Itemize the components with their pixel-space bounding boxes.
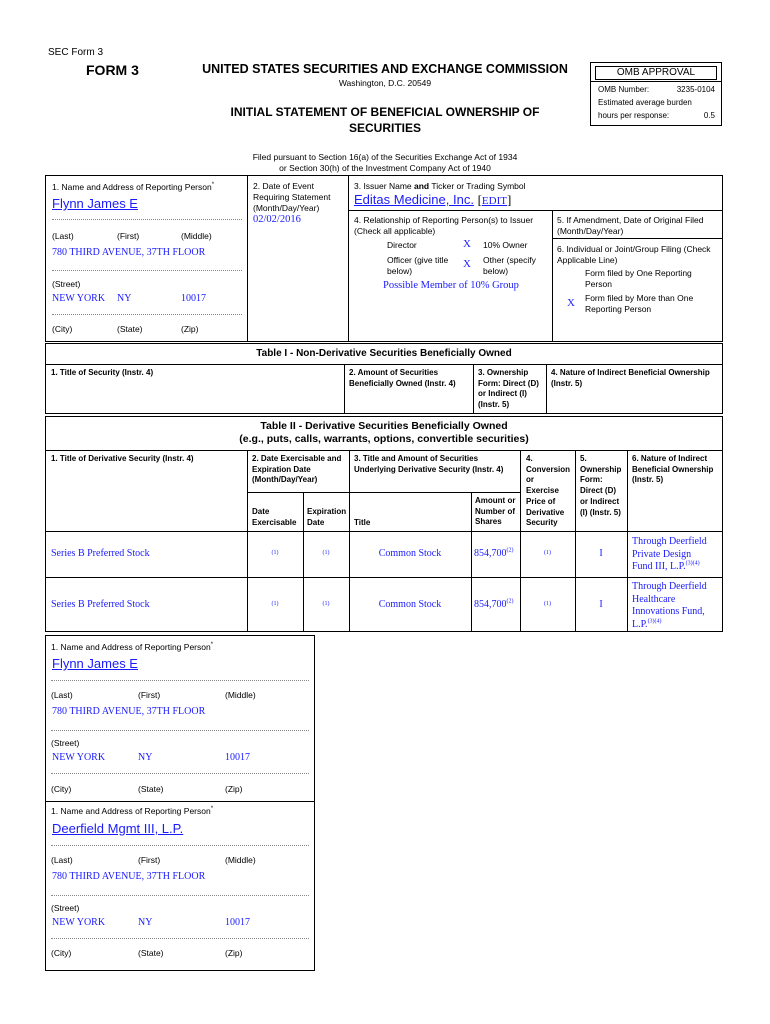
omb-number-label: OMB Number: bbox=[598, 85, 650, 94]
table2-col4-line: Exercise bbox=[526, 486, 559, 496]
rp1-street-label: (Street) bbox=[51, 738, 80, 748]
row1-security: Series B Preferred Stock bbox=[51, 548, 150, 559]
table1-col3-line3: or Indirect (I) bbox=[478, 389, 527, 398]
row2-nature-line1: Through Deerfield bbox=[632, 581, 707, 592]
rp2-first-label: (First) bbox=[138, 855, 161, 865]
table2-col2-line3: (Month/Day/Year) bbox=[252, 475, 318, 484]
row2-expiration: (1) bbox=[322, 601, 330, 607]
rp1-label bbox=[51, 642, 213, 653]
box6-one-line1: Form filed by One Reporting bbox=[585, 268, 692, 278]
table2-col3-header bbox=[354, 454, 503, 475]
table2-date-line1: Date bbox=[252, 507, 270, 516]
box1-star: * bbox=[211, 182, 215, 189]
table2-col5-line: Ownership bbox=[580, 464, 622, 474]
table1-col2-line1: 2. Amount of Securities bbox=[349, 368, 439, 377]
box4-director-label: Director bbox=[387, 240, 417, 250]
table2-col5-line: (I) (Instr. 5) bbox=[580, 507, 621, 517]
box4-other-label bbox=[483, 255, 536, 277]
box6-more-person-label bbox=[585, 293, 693, 315]
box2-label-line1: 2. Date of Event bbox=[253, 181, 314, 191]
table2-col6-line: (Instr. 5) bbox=[632, 475, 664, 485]
table2-expiration-header bbox=[307, 507, 346, 528]
table2-col6-header bbox=[632, 454, 713, 486]
box2-event-date: 02/02/2016 bbox=[253, 214, 301, 225]
rp1-street-value: 780 THIRD AVENUE, 37TH FLOOR bbox=[52, 706, 206, 717]
rp1-zip-label: (Zip) bbox=[225, 784, 243, 794]
form-title: FORM 3 bbox=[86, 62, 139, 78]
table2-amount-line1: Amount or bbox=[475, 496, 516, 505]
table2-col3-line1: 3. Title and Amount of Securities bbox=[354, 454, 479, 463]
table2-title-line1: Table II - Derivative Securities Beneficially Owned bbox=[260, 420, 508, 432]
table1-col4-line2: (Instr. 5) bbox=[551, 378, 583, 388]
box4-label-line1: 4. Relationship of Reporting Person(s) to Issuer bbox=[354, 215, 534, 225]
box6-label-line1: 6. Individual or Joint/Group Filing (Check bbox=[557, 244, 711, 254]
row2-date-exercisable: (1) bbox=[271, 601, 279, 607]
table2-expiration-line2: Date bbox=[307, 517, 325, 527]
box1-label bbox=[52, 182, 214, 193]
box2-label-line3: (Month/Day/Year) bbox=[253, 203, 320, 213]
box2-label-line2: Requiring Statement bbox=[253, 192, 331, 202]
box3-issuer bbox=[354, 192, 511, 208]
box4-ten-pct-label: 10% Owner bbox=[483, 240, 528, 250]
rp2-city-value: NEW YORK bbox=[52, 917, 106, 928]
table2-col4-line: Price of bbox=[526, 496, 556, 506]
box1-label-text: 1. Name and Address of Reporting Person bbox=[52, 182, 212, 192]
box4-other-line1: Other (specify bbox=[483, 255, 536, 265]
row1-amount-footnote: (2) bbox=[506, 547, 514, 554]
table1-col1-header: 1. Title of Security (Instr. 4) bbox=[51, 368, 154, 377]
box1-street-value: 780 THIRD AVENUE, 37TH FLOOR bbox=[52, 247, 206, 258]
box3-label-pre: 3. Issuer Name bbox=[354, 181, 414, 191]
box4-other-text: Possible Member of 10% Group bbox=[383, 280, 519, 291]
table2-col5-line: 5. bbox=[580, 454, 587, 463]
rp1-label-text: 1. Name and Address of Reporting Person bbox=[51, 642, 211, 652]
box4-officer-label bbox=[387, 255, 448, 277]
row2-title: Common Stock bbox=[378, 599, 442, 610]
row1-price: (1) bbox=[544, 550, 551, 556]
omb-number-value: 3235-0104 bbox=[676, 85, 715, 94]
table2-col2-header bbox=[252, 454, 341, 486]
row2-amount-footnote: (2) bbox=[506, 598, 514, 605]
table2-title-subheader: Title bbox=[354, 518, 371, 527]
rp1-zip-value: 10017 bbox=[225, 752, 250, 763]
table2-col4-header bbox=[526, 454, 570, 529]
box5-label bbox=[557, 215, 703, 237]
table2-amount-line3: Shares bbox=[475, 517, 502, 526]
box6-more-line1: Form filed by More than One bbox=[585, 293, 694, 303]
commission-title: UNITED STATES SECURITIES AND EXCHANGE COMMISSION bbox=[202, 62, 568, 76]
box6-label bbox=[557, 244, 711, 266]
row1-title: Common Stock bbox=[378, 548, 442, 559]
rp1-last-label: (Last) bbox=[51, 690, 73, 700]
rp2-zip-label: (Zip) bbox=[225, 948, 243, 958]
row1-date-exercisable: (1) bbox=[271, 550, 279, 556]
box1-reporting-person-name[interactable]: Flynn James E bbox=[52, 196, 138, 211]
box6-one-line2: Person bbox=[585, 279, 612, 289]
box3-label bbox=[354, 181, 526, 192]
table2-date-exercisable-header bbox=[252, 507, 296, 528]
table2-col4-line: Derivative bbox=[526, 507, 565, 517]
box6-label-line2: Applicable Line) bbox=[557, 255, 618, 265]
box1-city-label: (City) bbox=[52, 324, 73, 334]
table2-col5-line: Form: bbox=[580, 475, 603, 485]
box3-label-post: Ticker or Trading Symbol bbox=[429, 181, 526, 191]
omb-title: OMB APPROVAL bbox=[595, 66, 717, 80]
ticker-bracket-close: ] bbox=[506, 192, 512, 207]
box4-other-check: X bbox=[463, 258, 471, 270]
box6-more-line2: Reporting Person bbox=[585, 304, 652, 314]
row2-amount-value: 854,700 bbox=[474, 599, 507, 610]
table2-col5-header bbox=[580, 454, 621, 518]
row2-nature-line4: L.P. bbox=[632, 618, 648, 630]
rp2-zip-value: 10017 bbox=[225, 917, 250, 928]
rp2-state-value: NY bbox=[138, 917, 153, 928]
rp2-star: * bbox=[210, 806, 214, 813]
row2-nature bbox=[632, 581, 707, 631]
rp2-middle-label: (Middle) bbox=[225, 855, 256, 865]
box1-city-value: NEW YORK bbox=[52, 293, 106, 304]
row1-nature-line1: Through Deerfield bbox=[632, 536, 707, 547]
filed-line2: or Section 30(h) of the Investment Company Act of 1940 bbox=[279, 163, 491, 173]
row1-nature-line3: Fund III, L.P. bbox=[632, 561, 686, 572]
statement-title-line1: INITIAL STATEMENT OF BENEFICIAL OWNERSHIP OF bbox=[230, 105, 540, 119]
table1-col2-header bbox=[349, 368, 456, 389]
box4-officer-line2: below) bbox=[387, 266, 413, 276]
omb-approval-box bbox=[590, 62, 722, 126]
box1-last-label: (Last) bbox=[52, 231, 74, 241]
box1-first-label: (First) bbox=[117, 231, 140, 241]
table1-col4-header bbox=[551, 368, 710, 389]
box3-label-and: and bbox=[414, 181, 430, 191]
rp1-name-link[interactable]: Flynn James E bbox=[52, 656, 138, 671]
table2-col2-line1: 2. Date Exercisable and bbox=[252, 454, 342, 463]
box1-street-label: (Street) bbox=[52, 279, 81, 289]
table2-title bbox=[45, 420, 723, 446]
rp2-state-label: (State) bbox=[138, 948, 164, 958]
table2-col4-line: Security bbox=[526, 518, 558, 528]
table2-amount-subheader bbox=[475, 496, 515, 528]
omb-hours-value: 0.5 bbox=[703, 111, 715, 120]
table1-col3-line2: Form: Direct (D) bbox=[478, 378, 539, 388]
rp1-middle-label: (Middle) bbox=[225, 690, 256, 700]
row2-form: I bbox=[599, 599, 603, 610]
table2-title-line2: (e.g., puts, calls, warrants, options, convertible securities) bbox=[239, 433, 529, 445]
ticker-symbol-link[interactable]: EDIT bbox=[481, 195, 507, 207]
statement-title bbox=[180, 104, 590, 136]
table2-col5-line: or Indirect bbox=[580, 496, 620, 506]
row2-price: (1) bbox=[544, 601, 551, 607]
rp2-last-label: (Last) bbox=[51, 855, 73, 865]
table2-col1-header: 1. Title of Derivative Security (Instr. 4) bbox=[51, 454, 194, 463]
table2-expiration-line1: Expiration bbox=[307, 507, 347, 516]
ticker-bracket-open: [ bbox=[477, 192, 482, 207]
row1-nature-footnote: (3)(4) bbox=[685, 560, 700, 567]
table1-col2-line2: Beneficially Owned (Instr. 4) bbox=[349, 378, 456, 388]
rp1-state-value: NY bbox=[138, 752, 153, 763]
box2-label bbox=[253, 181, 331, 214]
commission-location: Washington, D.C. 20549 bbox=[338, 78, 432, 88]
table2-col6-line: Beneficial Ownership bbox=[632, 464, 714, 474]
row1-nature-line2: Private Design bbox=[632, 548, 692, 560]
box5-label-line2: (Month/Day/Year) bbox=[557, 226, 624, 236]
box4-label-line2: (Check all applicable) bbox=[354, 226, 436, 236]
row2-nature-line2: Healthcare bbox=[632, 593, 676, 605]
box4-other-line2: below) bbox=[483, 266, 509, 276]
row1-form: I bbox=[599, 548, 603, 559]
table2-date-line2: Exercisable bbox=[252, 517, 297, 527]
sec-form-label: SEC Form 3 bbox=[48, 47, 104, 58]
table2-col6-line: 6. Nature of Indirect bbox=[632, 454, 708, 463]
box5-label-line1: 5. If Amendment, Date of Original Filed bbox=[557, 215, 704, 225]
rp2-street-value: 780 THIRD AVENUE, 37TH FLOOR bbox=[52, 871, 206, 882]
box4-officer-line1: Officer (give title bbox=[387, 255, 449, 265]
rp2-name-link[interactable]: Deerfield Mgmt III, L.P. bbox=[52, 821, 184, 836]
rp1-first-label: (First) bbox=[138, 690, 161, 700]
box1-middle-label: (Middle) bbox=[181, 231, 212, 241]
rp2-street-label: (Street) bbox=[51, 903, 80, 913]
filed-line1: Filed pursuant to Section 16(a) of the Securities Exchange Act of 1934 bbox=[252, 152, 518, 162]
box6-one-person-label bbox=[585, 268, 692, 290]
row1-expiration: (1) bbox=[322, 550, 330, 556]
omb-hours-label: hours per response: bbox=[598, 111, 670, 120]
table2-col4-line: 4. bbox=[526, 454, 533, 463]
box1-state-label: (State) bbox=[117, 324, 143, 334]
box4-director-check: X bbox=[463, 238, 471, 250]
table1-col3-line4: (Instr. 5) bbox=[478, 399, 510, 409]
rp2-label-text: 1. Name and Address of Reporting Person bbox=[51, 806, 211, 816]
table2-col5-line: Direct (D) bbox=[580, 486, 617, 496]
table2-col4-line: Conversion bbox=[526, 464, 571, 474]
row2-nature-footnote: (3)(4) bbox=[647, 618, 662, 625]
statement-title-line2: SECURITIES bbox=[348, 121, 421, 135]
row2-security: Series B Preferred Stock bbox=[51, 599, 150, 610]
row2-amount bbox=[474, 599, 514, 610]
row1-nature bbox=[632, 536, 707, 574]
box1-zip-label: (Zip) bbox=[181, 324, 199, 334]
rp2-city-label: (City) bbox=[51, 948, 72, 958]
issuer-name-link[interactable]: Editas Medicine, Inc. bbox=[354, 192, 474, 207]
box1-state-value: NY bbox=[117, 293, 132, 304]
table1-col4-line1: 4. Nature of Indirect Beneficial Ownership bbox=[551, 368, 710, 377]
box6-more-check: X bbox=[567, 297, 575, 309]
table2-col4-line: or bbox=[526, 475, 534, 485]
filed-pursuant bbox=[180, 152, 590, 174]
table1-col3-line1: 3. Ownership bbox=[478, 368, 529, 377]
rp1-city-label: (City) bbox=[51, 784, 72, 794]
table2-col3-line2: Underlying Derivative Security (Instr. 4) bbox=[354, 464, 504, 474]
rp1-star: * bbox=[210, 642, 214, 649]
box4-label bbox=[354, 215, 533, 237]
rp1-city-value: NEW YORK bbox=[52, 752, 106, 763]
row1-amount bbox=[474, 548, 514, 559]
row2-nature-line3: Innovations Fund, bbox=[632, 606, 705, 617]
table2-col2-line2: Expiration Date bbox=[252, 464, 311, 474]
table1-title: Table I - Non-Derivative Securities Beneficially Owned bbox=[256, 348, 512, 359]
omb-burden-label: Estimated average burden bbox=[598, 98, 692, 107]
rp1-state-label: (State) bbox=[138, 784, 164, 794]
row1-amount-value: 854,700 bbox=[474, 548, 507, 559]
table1-col3-header bbox=[478, 368, 539, 410]
box1-zip-value: 10017 bbox=[181, 293, 206, 304]
table2-amount-line2: Number of bbox=[475, 506, 515, 516]
rp2-label bbox=[51, 806, 213, 817]
